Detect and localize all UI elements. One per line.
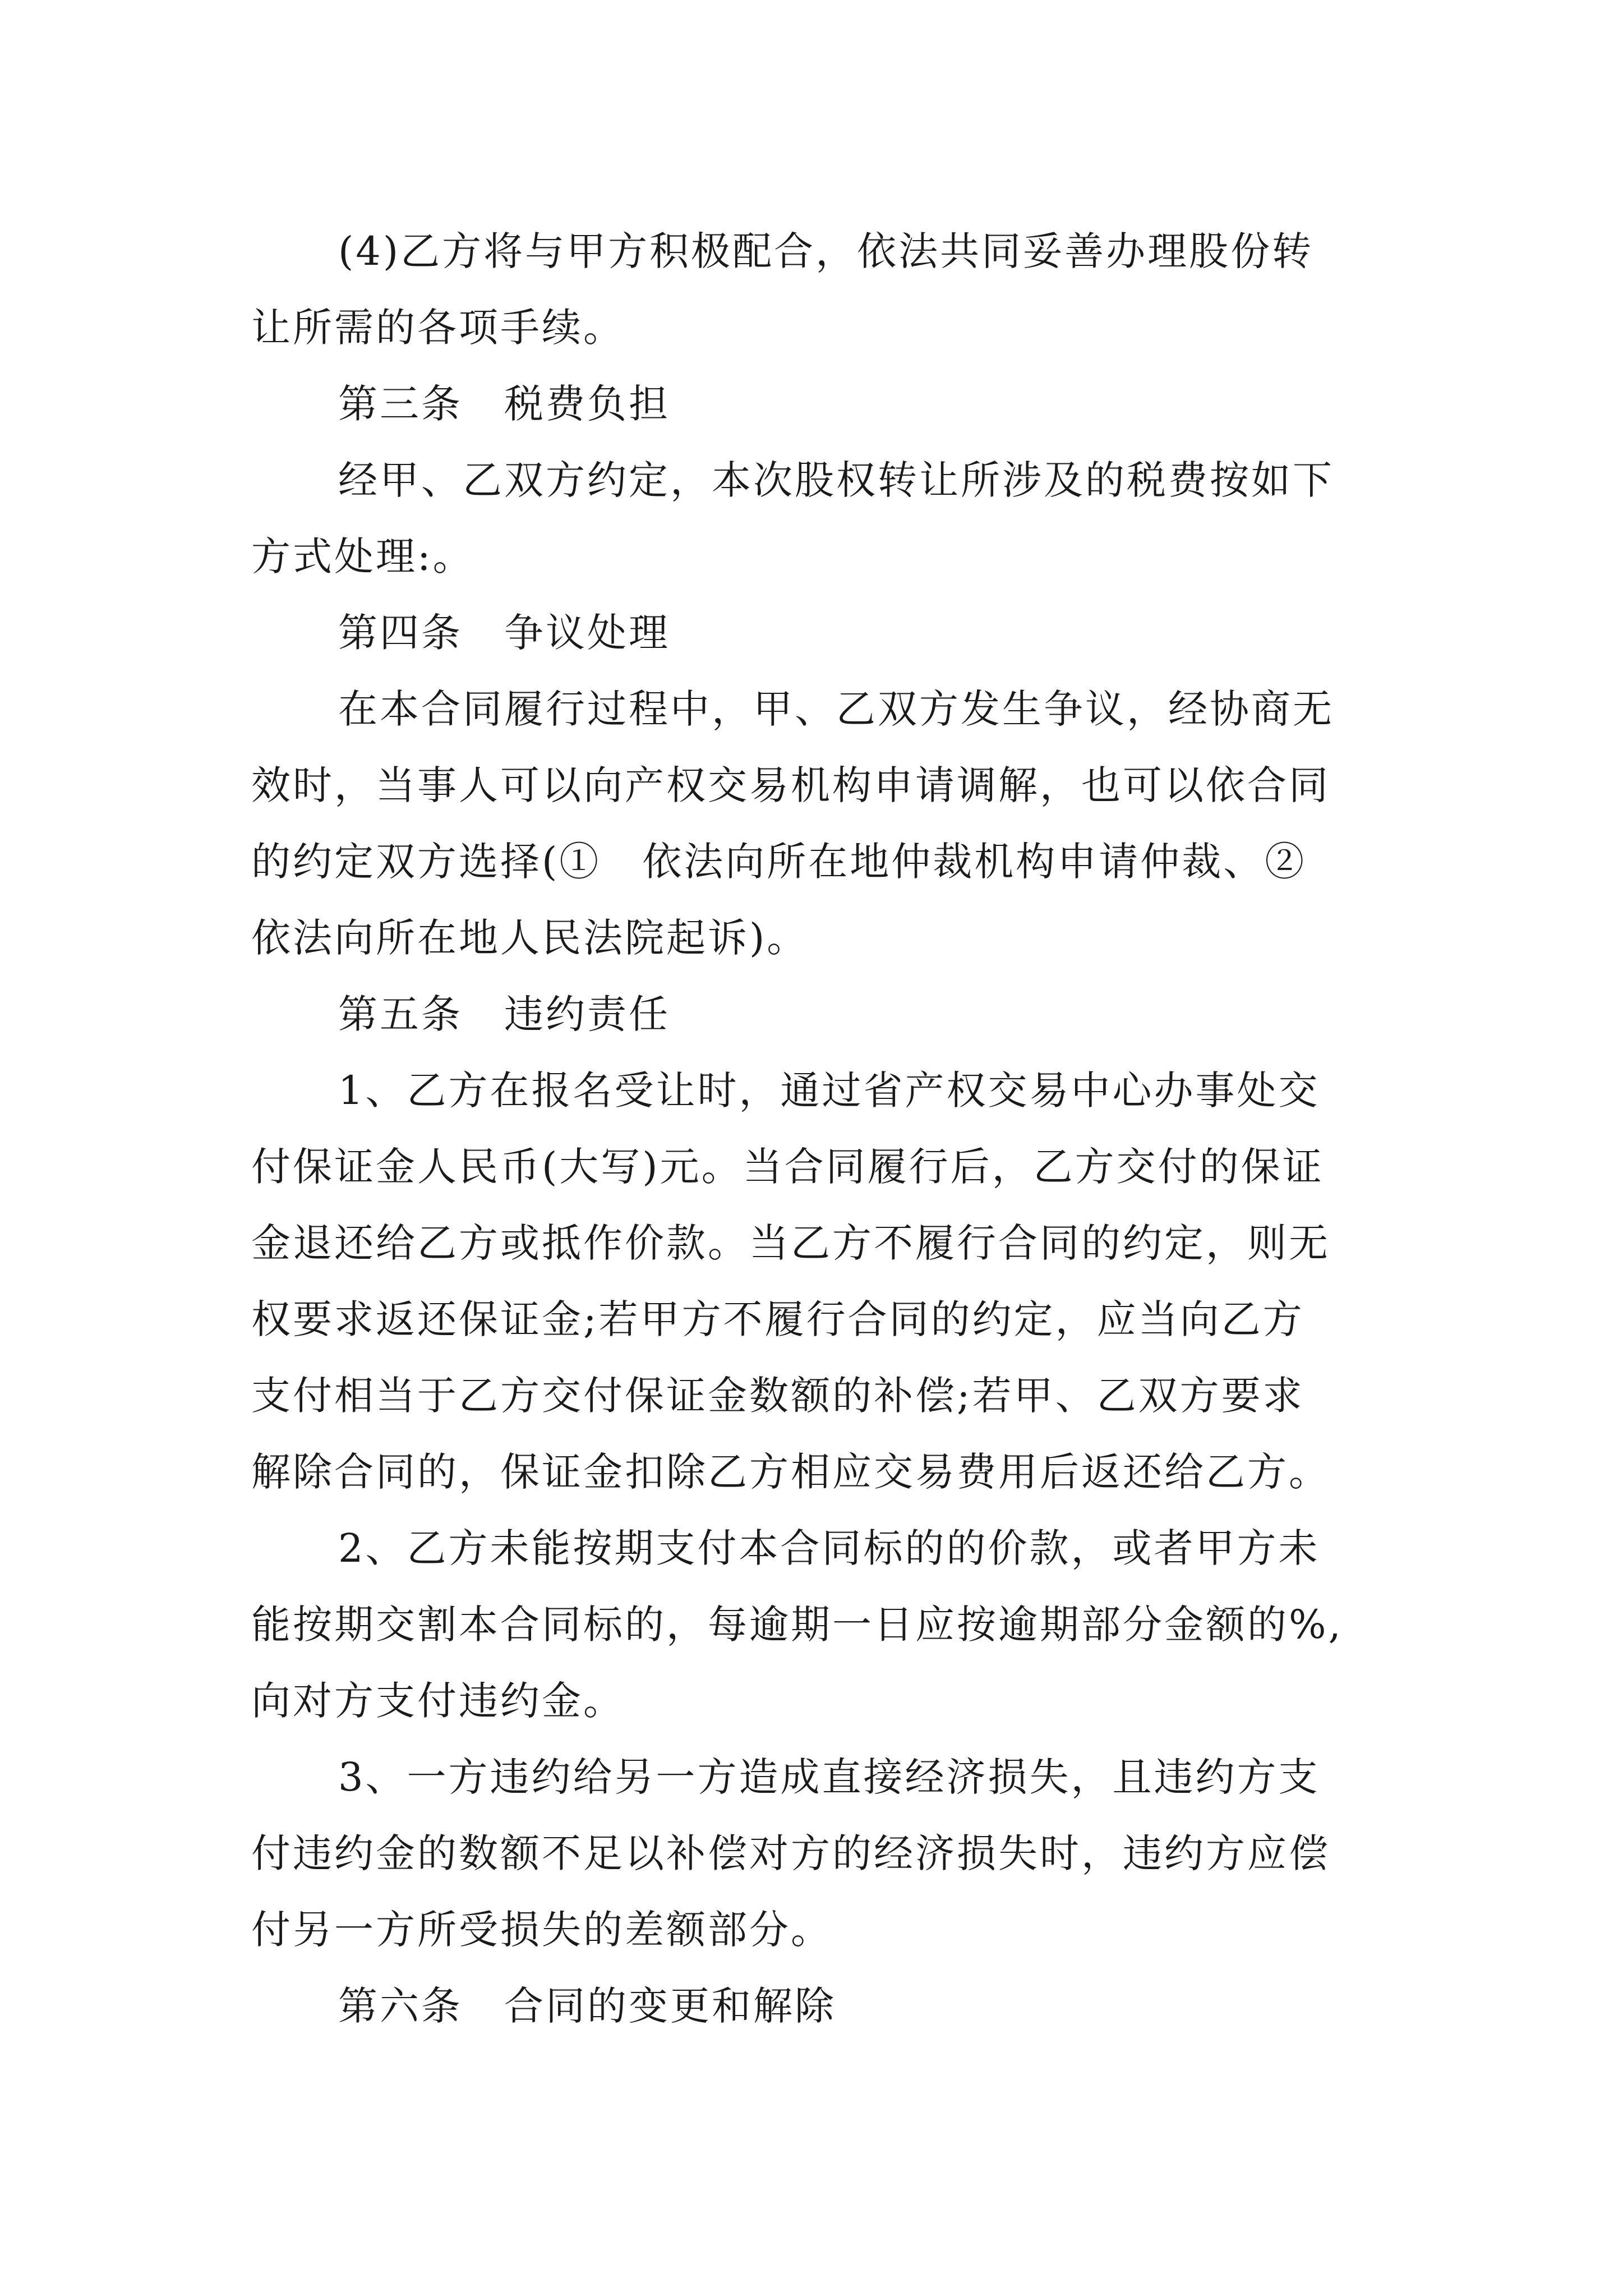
- paragraph-line: 2、乙方未能按期支付本合同标的的价款，或者甲方未: [338, 1525, 1320, 1571]
- paragraph-line: 的约定双方选择(① 依法向所在地仲裁机构申请仲裁、②: [251, 839, 1307, 885]
- paragraph-line: 支付相当于乙方交付保证金数额的补偿;若甲、乙双方要求: [251, 1373, 1304, 1419]
- paragraph-line: 付另一方所受损失的差额部分。: [251, 1907, 832, 1953]
- section-heading-3: 第三条 税费负担: [338, 381, 670, 427]
- section-heading-6: 第六条 合同的变更和解除: [338, 1983, 836, 2029]
- paragraph-line: 权要求返还保证金;若甲方不履行合同的约定，应当向乙方: [251, 1296, 1304, 1342]
- paragraph-line: (4)乙方将与甲方积极配合，依法共同妥善办理股份转: [338, 228, 1314, 274]
- paragraph-line: 向对方支付违约金。: [251, 1678, 625, 1724]
- document-body: [251, 213, 1395, 2044]
- paragraph-line: 经甲、乙双方约定，本次股权转让所涉及的税费按如下: [338, 457, 1334, 503]
- paragraph-line: 金退还给乙方或抵作价款。当乙方不履行合同的约定，则无: [251, 1220, 1330, 1266]
- paragraph-line: 效时，当事人可以向产权交易机构申请调解，也可以依合同: [251, 762, 1330, 808]
- paragraph-line: 3、一方违约给另一方造成直接经济损失，且违约方支: [338, 1754, 1320, 1800]
- section-heading-4: 第四条 争议处理: [338, 610, 670, 656]
- paragraph-line: 1、乙方在报名受让时，通过省产权交易中心办事处交: [338, 1068, 1320, 1114]
- paragraph-line: 在本合同履行过程中，甲、乙双方发生争议，经协商无: [338, 686, 1334, 732]
- section-heading-5: 第五条 违约责任: [338, 991, 670, 1037]
- paragraph-line: 付违约金的数额不足以补偿对方的经济损失时，违约方应偿: [251, 1830, 1330, 1876]
- paragraph-line: 付保证金人民币(大写)元。当合同履行后，乙方交付的保证: [251, 1144, 1324, 1190]
- paragraph-line: 依法向所在地人民法院起诉)。: [251, 915, 809, 961]
- paragraph-line: 解除合同的，保证金扣除乙方相应交易费用后返还给乙方。: [251, 1449, 1330, 1495]
- paragraph-line: 方式处理:。: [251, 533, 474, 579]
- paragraph-line: 让所需的各项手续。: [251, 305, 625, 351]
- paragraph-line: 能按期交割本合同标的，每逾期一日应按逾期部分金额的%,: [251, 1602, 1343, 1648]
